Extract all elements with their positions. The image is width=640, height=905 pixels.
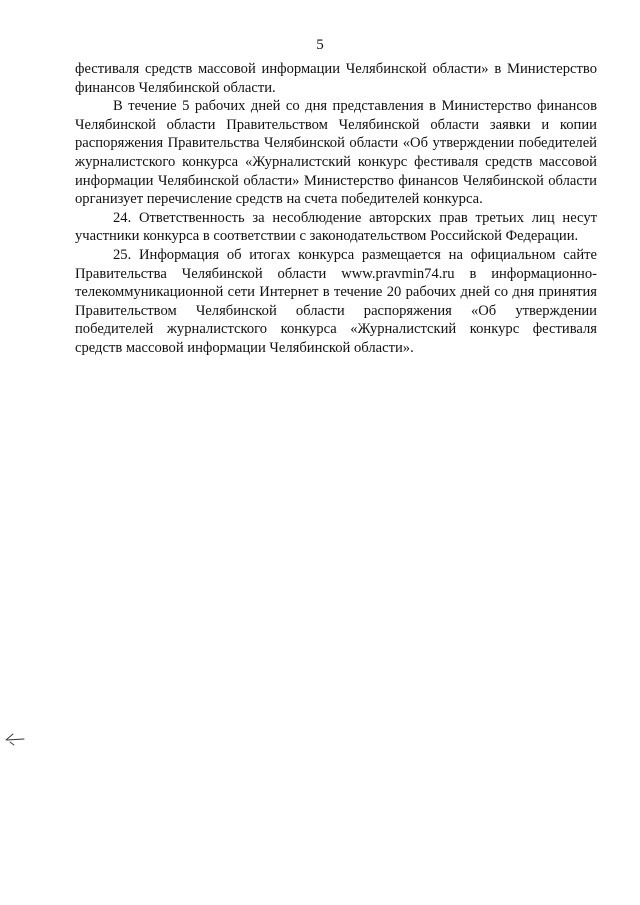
margin-pen-mark — [4, 728, 26, 748]
paragraph-item-25: 25. Информация об итогах конкурса размещается на официальном сайте Правительства Челябинской области www.pravmin74.ru в информационно-телекоммуникационной сети Интернет в течение 20 рабочих дней со дня принятия Правительством Челябинской области распоряжения «Об утверждении победителей журналистского конкурса «Журналистский конкурс фестиваля средств массовой информации Челябинской области». — [75, 246, 597, 356]
paragraph-item-24: 24. Ответственность за несоблюдение авторских прав третьих лиц несут участники конкурса в соответствии с законодательством Российской Федерации. — [75, 209, 597, 245]
paragraph-transfer-terms: В течение 5 рабочих дней со дня представления в Министерство финансов Челябинской области Правительством Челябинской области заявки и копии распоряжения Правительства Челябинской области «Об утверждении победителей журналистского конкурса «Журналистский конкурс фестиваля средств массовой информации Челябинской области» Министерство финансов Челябинской области организует перечисление средств на счета победителей конкурса. — [75, 98, 597, 208]
paragraph-continuation: фестиваля средств массовой информации Челябинской области» в Министерство финансов Челябинской области. — [75, 61, 597, 96]
page-number: 5 — [316, 37, 324, 53]
document-body — [75, 60, 597, 358]
